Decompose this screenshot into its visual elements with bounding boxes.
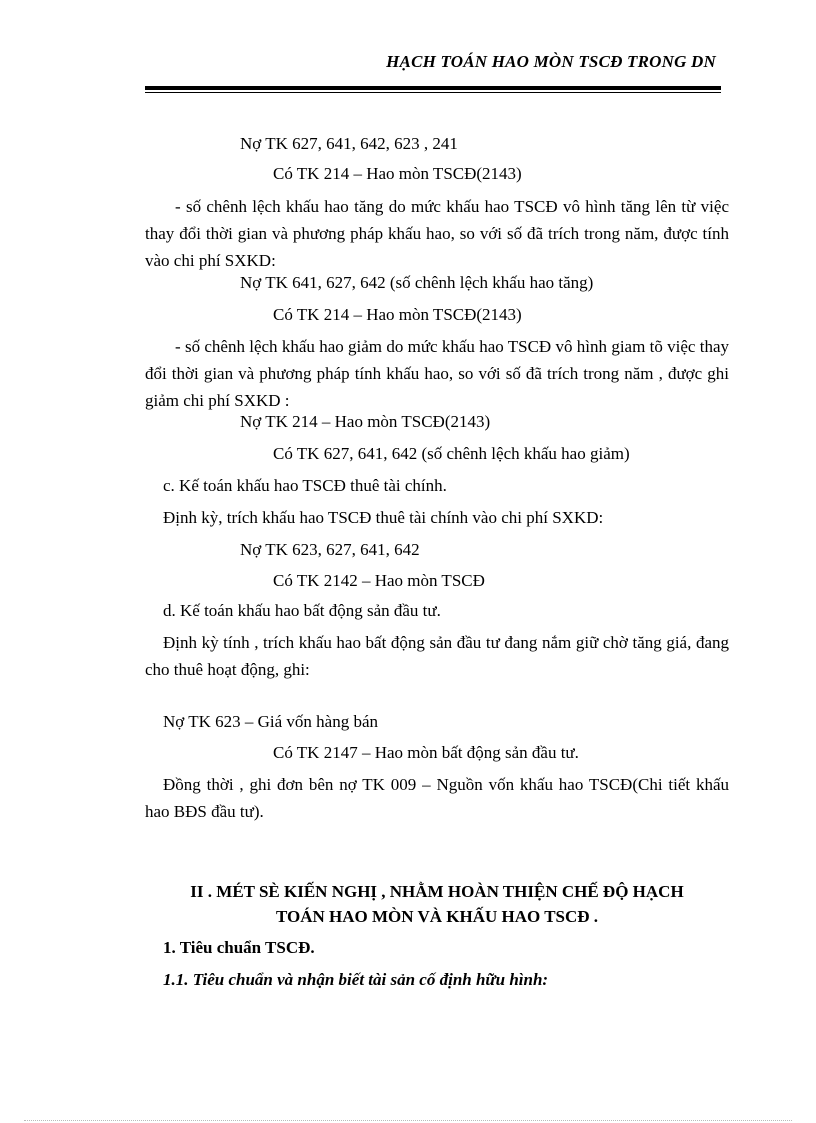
- paragraph-decrease: - số chênh lệch khấu hao giảm do mức khấu hao TSCĐ vô hình giam tõ việc thay đổi thời gian và phương pháp tính khấu hao, so với số đã trích trong năm , được ghi giảm chi phí SXKD :: [145, 337, 729, 410]
- paragraph-simultaneous: Đồng thời , ghi đơn bên nợ TK 009 – Nguồn vốn khấu hao TSCĐ(Chi tiết khấu hao BĐS đầu tư).: [145, 775, 729, 821]
- entry-credit-1: Có TK 214 – Hao mòn TSCĐ(2143): [273, 164, 522, 183]
- entry-debit-3: Nợ TK 214 – Hao mòn TSCĐ(2143): [240, 412, 491, 431]
- entry-debit-1: Nợ TK 627, 641, 642, 623 , 241: [240, 134, 458, 153]
- page-bottom-border: [24, 1120, 792, 1121]
- entry-debit-5: Nợ TK 623 – Giá vốn hàng bán: [163, 712, 379, 731]
- section-title-line2: TOÁN HAO MÒN VÀ KHẤU HAO TSCĐ .: [275, 907, 599, 926]
- header-rule-thick: [145, 86, 721, 90]
- section-c-text: Định kỳ, trích khấu hao TSCĐ thuê tài chính vào chi phí SXKD:: [163, 508, 604, 527]
- entry-credit-2: Có TK 214 – Hao mòn TSCĐ(2143): [273, 305, 522, 324]
- section-title-line1: II . MÉT SÈ KIẾN NGHỊ , NHẰM HOÀN THIỆN CHẾ ĐỘ HẠCH: [190, 882, 684, 901]
- header-rule-thin: [145, 92, 721, 93]
- entry-credit-3: Có TK 627, 641, 642 (số chênh lệch khấu hao giảm): [273, 444, 630, 463]
- subsection-1-1-title: 1.1. Tiêu chuẩn và nhận biết tài sản cố định hữu hình:: [163, 970, 549, 989]
- section-c-heading: c. Kế toán khấu hao TSCĐ thuê tài chính.: [163, 476, 447, 495]
- entry-debit-2: Nợ TK 641, 627, 642 (số chênh lệch khấu hao tăng): [240, 273, 594, 292]
- page-header-title: HẠCH TOÁN HAO MÒN TSCĐ TRONG DN: [386, 52, 716, 71]
- paragraph-increase: - số chênh lệch khấu hao tăng do mức khấu hao TSCĐ vô hình tăng lên từ việc thay đổi thời gian và phương pháp khấu hao, so với số đã trích trong năm, được tính vào chi phí SXKD:: [145, 197, 729, 270]
- entry-debit-4: Nợ TK 623, 627, 641, 642: [240, 540, 420, 559]
- subsection-1-title: 1. Tiêu chuẩn TSCĐ.: [163, 938, 315, 957]
- entry-credit-5: Có TK 2147 – Hao mòn bất động sản đầu tư.: [273, 743, 579, 762]
- section-d-heading: d. Kế toán khấu hao bất động sản đầu tư.: [163, 601, 441, 620]
- paragraph-investment: Định kỳ tính , trích khấu hao bất động sản đầu tư đang nắm giữ chờ tăng giá, đang cho thuê hoạt động, ghi:: [145, 633, 729, 679]
- entry-credit-4: Có TK 2142 – Hao mòn TSCĐ: [273, 571, 485, 590]
